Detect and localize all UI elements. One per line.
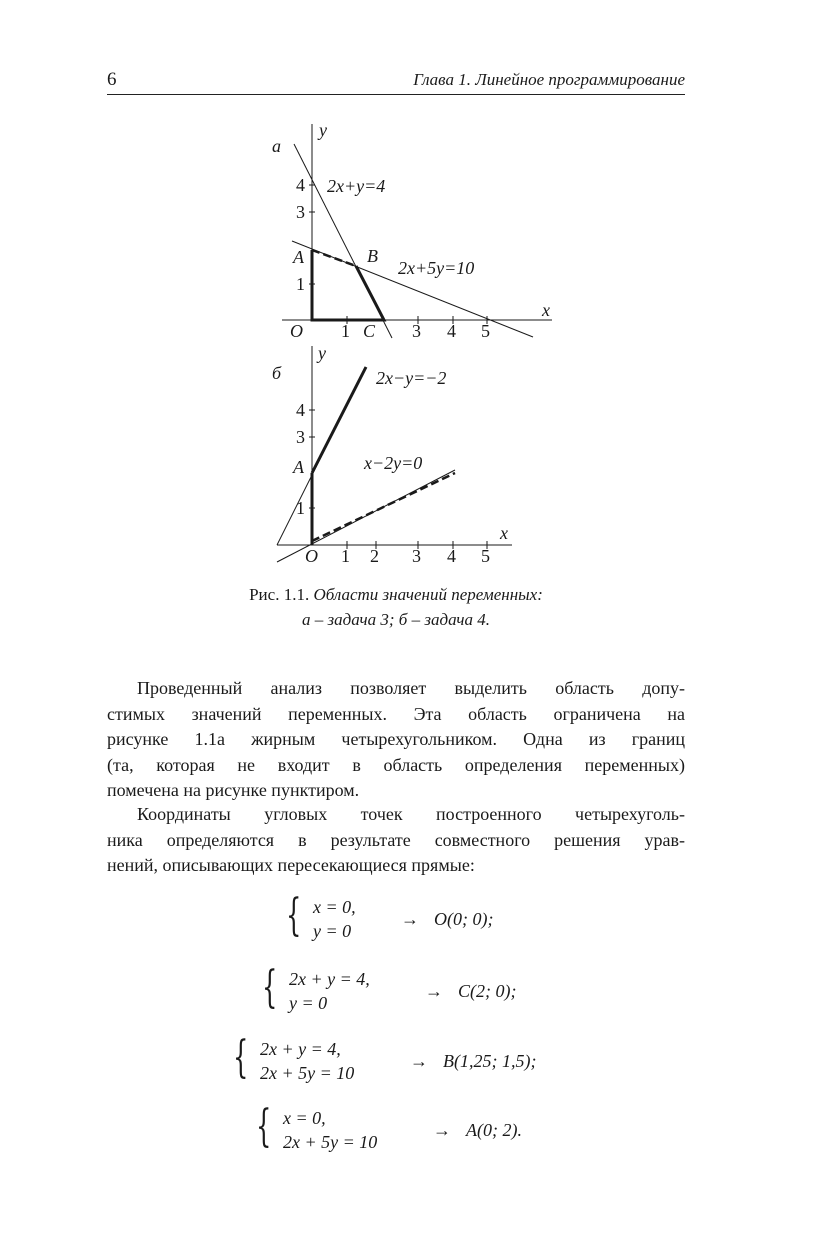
panel-b-ytick-3: 3 xyxy=(296,427,305,447)
left-brace: { xyxy=(256,1101,272,1152)
panel-b-line2-label: x−2y=0 xyxy=(364,453,423,473)
left-brace: { xyxy=(262,962,278,1013)
equation-system-3 xyxy=(233,1032,563,1089)
panel-b-xtick-1: 1 xyxy=(341,546,350,566)
panel-b-ytick-4: 4 xyxy=(296,400,305,420)
arrow: → xyxy=(410,1051,428,1071)
arrow: → xyxy=(401,909,419,929)
panel-b-xtick-3: 3 xyxy=(412,546,421,566)
panel-a-xtick-3: 3 xyxy=(412,321,421,341)
equation-system-2 xyxy=(262,962,542,1019)
paragraph-1-line: рисунке 1.1а жирным четырехугольником. Одна из границ xyxy=(107,729,685,750)
equation: y = 0 xyxy=(313,921,352,941)
panel-b-y-label: y xyxy=(318,343,326,363)
result-point: B(1,25; 1,5); xyxy=(443,1051,537,1071)
panel-a-point-b: B xyxy=(367,246,378,266)
panel-b-line-2x-y-minus2-bold xyxy=(312,367,366,473)
panel-b-xtick-5: 5 xyxy=(481,546,490,566)
panel-b-dashed-boundary xyxy=(312,473,455,541)
left-brace: { xyxy=(233,1032,249,1083)
panel-a-xtick-4: 4 xyxy=(447,321,456,341)
panel-a-xtick-1: 1 xyxy=(341,321,350,341)
panel-a-label: а xyxy=(272,136,281,156)
panel-a-y-label: y xyxy=(319,120,327,140)
equation: 2x + y = 4, xyxy=(289,969,370,989)
panel-a-xtick-5: 5 xyxy=(481,321,490,341)
equation-system-4 xyxy=(256,1101,546,1158)
equation: 2x + 5y = 10 xyxy=(260,1063,355,1083)
panel-a-point-a: A xyxy=(293,247,304,267)
paragraph-2 xyxy=(107,802,685,879)
equation: 2x + y = 4, xyxy=(260,1039,341,1059)
running-title: Глава 1. Линейное программирование xyxy=(413,70,685,89)
caption-text: Области значений переменных: xyxy=(313,585,543,604)
panel-b-point-a: A xyxy=(293,457,304,477)
panel-a-ytick-1: 1 xyxy=(296,274,305,294)
panel-b-xtick-4: 4 xyxy=(447,546,456,566)
equation-system-1 xyxy=(286,890,546,947)
panel-b-labels xyxy=(272,343,508,566)
paragraph-2-line: нений, описывающих пересекающиеся прямые: xyxy=(107,855,475,876)
panel-b-x-label: x xyxy=(500,523,508,543)
paragraph-1-line: помечена на рисунке пунктиром. xyxy=(107,780,360,801)
figure-caption xyxy=(107,585,685,605)
paragraph-2-line: ника определяются в результате совместного решения урав- xyxy=(107,829,685,850)
panel-a-x-label: x xyxy=(542,300,550,320)
result-point: A(0; 2). xyxy=(466,1120,522,1140)
equation: y = 0 xyxy=(289,993,328,1013)
figure-1-1 xyxy=(0,0,828,600)
panel-a-point-c: C xyxy=(363,321,376,341)
equation: x = 0, xyxy=(283,1108,326,1128)
paragraph-1-line: стимых значений переменных. Эта область ограничена на xyxy=(107,703,685,724)
panel-b-origin: O xyxy=(305,546,318,566)
caption-label: Рис. 1.1. xyxy=(249,585,310,604)
page-number: 6 xyxy=(107,69,117,90)
arrow: → xyxy=(425,981,443,1001)
equation: x = 0, xyxy=(313,897,356,917)
panel-a-labels xyxy=(272,120,550,341)
paragraph-1-line: (та, которая не входит в область определения переменных) xyxy=(107,754,685,775)
equation: 2x + 5y = 10 xyxy=(283,1132,378,1152)
panel-a-origin: O xyxy=(290,321,303,341)
panel-b-line1-label: 2x−y=−2 xyxy=(376,368,447,388)
arrow: → xyxy=(433,1120,451,1140)
panel-a-ytick-3: 3 xyxy=(296,202,305,222)
panel-b-ytick-1: 1 xyxy=(296,498,305,518)
panel-a xyxy=(282,124,552,338)
figure-caption-line-2: а – задача 3; б – задача 4. xyxy=(302,610,490,629)
result-point: C(2; 0); xyxy=(458,981,517,1001)
paragraph-2-line: Координаты угловых точек построенного четырехуголь- xyxy=(137,804,685,824)
result-point: O(0; 0); xyxy=(434,909,494,929)
left-brace: { xyxy=(286,890,302,941)
panel-a-line2-label: 2x+5y=10 xyxy=(398,258,475,278)
panel-a-line1-label: 2x+y=4 xyxy=(327,176,386,196)
panel-a-ytick-4: 4 xyxy=(296,175,305,195)
paragraph-1-line: Проведенный анализ позволяет выделить область допу- xyxy=(137,678,685,698)
panel-b-xtick-2: 2 xyxy=(370,546,379,566)
paragraph-1 xyxy=(107,676,685,804)
panel-b-label: б xyxy=(272,363,282,383)
